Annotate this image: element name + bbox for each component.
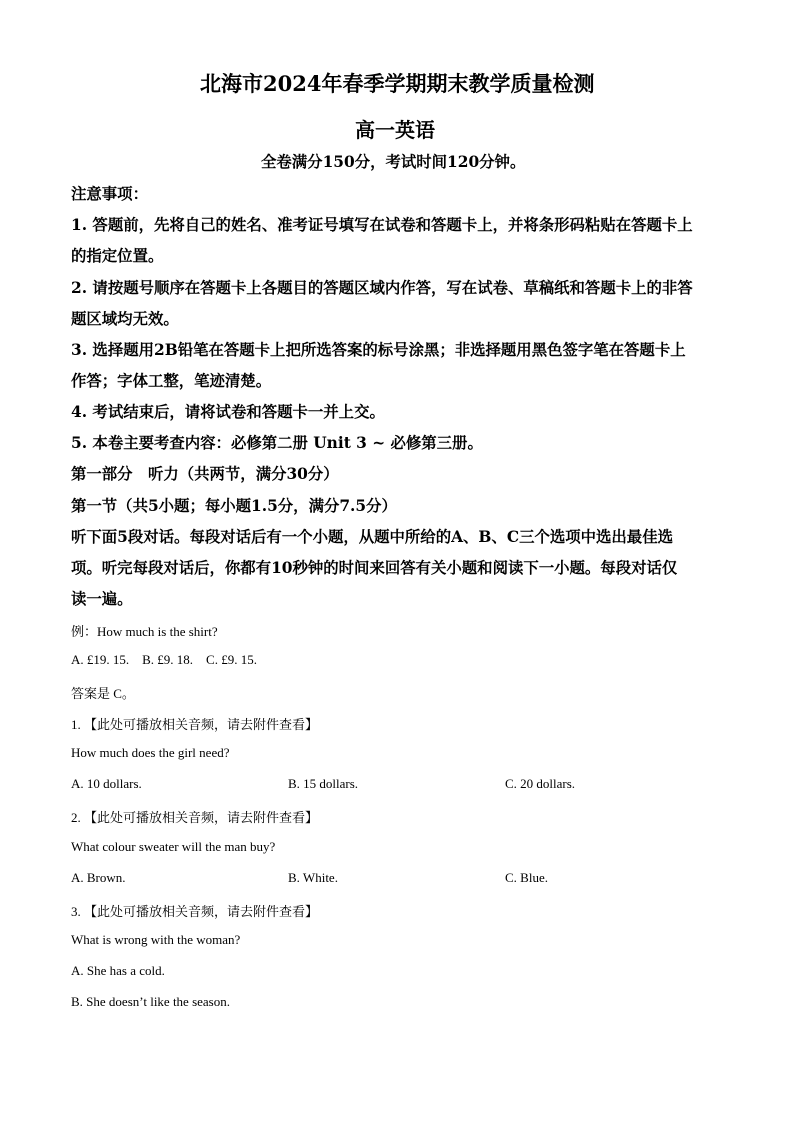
question-text: What colour sweater will the man buy? — [71, 839, 276, 854]
audio-placeholder[interactable]: 1. 【此处可播放相关音频，请去附件查看】 — [71, 717, 319, 732]
exam-title: 北海市2024年春季学期期末教学质量检测 — [200, 71, 595, 96]
option-b: B. She doesn’t like the season. — [71, 994, 230, 1009]
example-question: 例：How much is the shirt? — [71, 624, 218, 639]
example-answer: 答案是 C。 — [71, 686, 135, 701]
section1-heading: 第一节（共5小题；每小题1.5分，满分7.5分） — [71, 497, 397, 515]
part1-heading: 第一部分 听力（共两节，满分30分） — [71, 465, 339, 483]
exam-subject: 高一英语 — [355, 118, 435, 142]
note-line: 题区域均无效。 — [71, 310, 179, 328]
note-line: 作答；字体工整，笔迹清楚。 — [71, 372, 272, 390]
instruction-line: 项。听完每段对话后，你都有10秒钟的时间来回答有关小题和阅读下一小题。每段对话仅 — [71, 559, 678, 577]
instruction-line: 读一遍。 — [71, 590, 133, 608]
option-a: A. Brown. — [71, 870, 126, 885]
option-a: A. 10 dollars. — [71, 776, 142, 791]
question-text: What is wrong with the woman? — [71, 932, 241, 947]
note-line: 2. 请按题号顺序在答题卡上各题目的答题区域内作答，写在试卷、草稿纸和答题卡上的非答 — [71, 279, 693, 297]
note-line: 4. 考试结束后，请将试卷和答题卡一并上交。 — [71, 403, 385, 421]
note-line: 5. 本卷主要考查内容：必修第二册 Unit 3 ~ 必修第三册。 — [71, 434, 483, 452]
score-time-note: 全卷满分150分，考试时间120分钟。 — [261, 153, 526, 171]
option-a: A. She has a cold. — [71, 963, 165, 978]
audio-placeholder[interactable]: 2. 【此处可播放相关音频，请去附件查看】 — [71, 810, 319, 825]
option-c: C. 20 dollars. — [505, 776, 576, 791]
example-options: A. £19. 15. B. £9. 18. C. £9. 15. — [71, 652, 257, 667]
note-line: 1. 答题前，先将自己的姓名、准考证号填写在试卷和答题卡上，并将条形码粘贴在答题卡上 — [71, 216, 693, 234]
option-b: B. White. — [288, 870, 338, 885]
note-line: 3. 选择题用2B铅笔在答题卡上把所选答案的标号涂黑；非选择题用黑色签字笔在答题卡上 — [71, 341, 686, 359]
notes-heading: 注意事项： — [71, 185, 148, 203]
instruction-line: 听下面5段对话。每段对话后有一个小题，从题中所给的A、B、C三个选项中选出最佳选 — [71, 528, 673, 546]
audio-placeholder[interactable]: 3. 【此处可播放相关音频，请去附件查看】 — [71, 904, 319, 919]
option-b: B. 15 dollars. — [288, 776, 359, 791]
note-line: 的指定位置。 — [71, 247, 164, 265]
option-c: C. Blue. — [505, 870, 548, 885]
question-text: How much does the girl need? — [71, 745, 230, 760]
